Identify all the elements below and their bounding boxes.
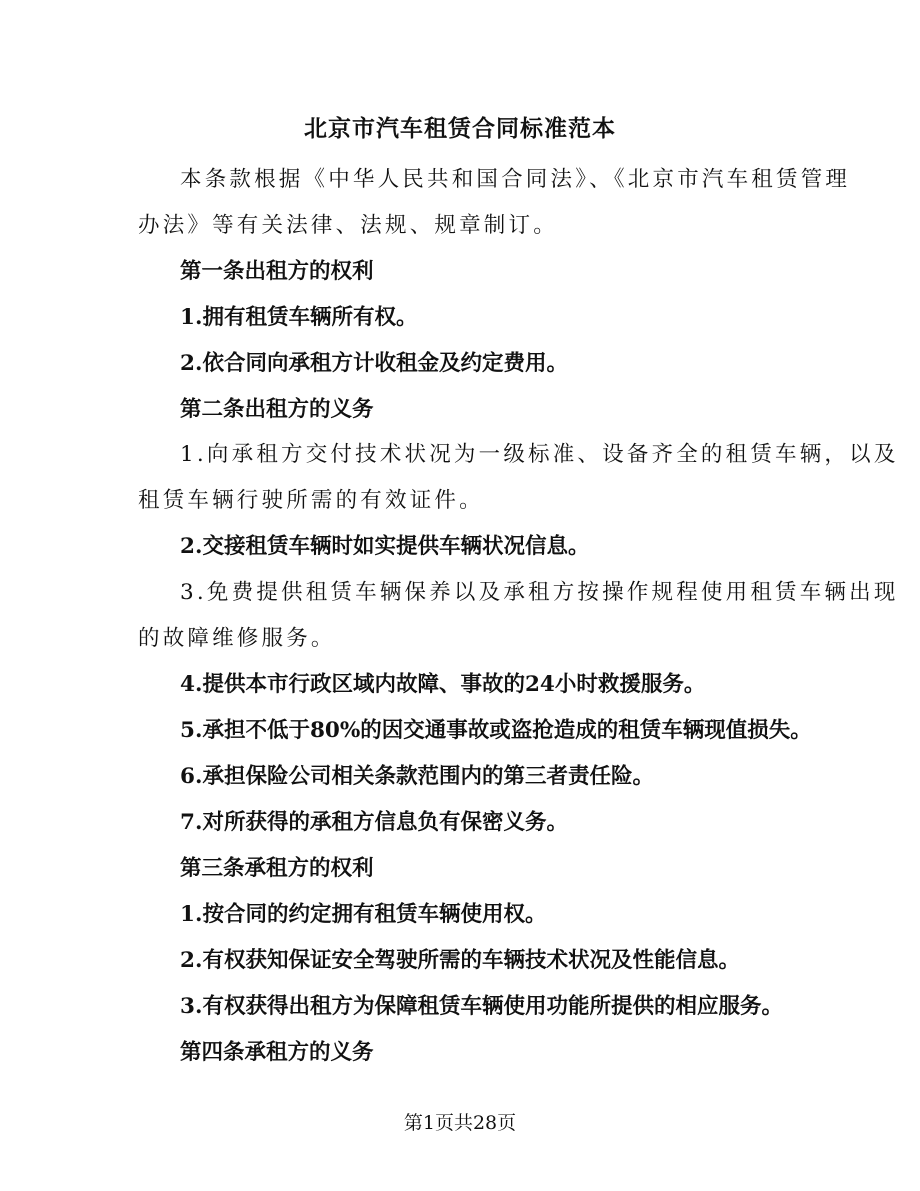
- section-2-item-7: 7.对所获得的承租方信息负有保密义务。: [180, 810, 568, 835]
- section-1-item-1: 1.拥有租赁车辆所有权。: [180, 305, 418, 330]
- intro-line-1: 本条款根据《中华人民共和国合同法》、《北京市汽车租赁管理: [180, 167, 851, 192]
- section-2-item-5: 5.承担不低于80%的因交通事故或盗抢造成的租赁车辆现值损失。: [180, 718, 812, 743]
- section-3-heading: 第三条承租方的权利: [180, 856, 374, 881]
- section-4-heading: 第四条承租方的义务: [180, 1040, 374, 1065]
- section-2-item-1-line-1: 1.向承租方交付技术状况为一级标准、设备齐全的租赁车辆，以及: [180, 442, 899, 467]
- section-2-item-3-line-1: 3.免费提供租赁车辆保养以及承租方按操作规程使用租赁车辆出现: [180, 580, 899, 605]
- section-2-item-1-line-2: 租赁车辆行驶所需的有效证件。: [138, 488, 484, 513]
- document-title: 北京市汽车租赁合同标准范本: [304, 115, 616, 142]
- section-3-item-1: 1.按合同的约定拥有租赁车辆使用权。: [180, 902, 547, 927]
- page-number: 第1页共28页: [403, 1112, 517, 1134]
- section-2-item-3-line-2: 的故障维修服务。: [138, 626, 336, 651]
- intro-line-2: 办法》等有关法律、法规、规章制订。: [138, 213, 558, 238]
- section-1-heading: 第一条出租方的权利: [180, 259, 374, 284]
- section-2-item-6: 6.承担保险公司相关条款范围内的第三者责任险。: [180, 764, 654, 789]
- section-2-item-4: 4.提供本市行政区域内故障、事故的24小时救援服务。: [180, 672, 706, 697]
- section-3-item-3: 3.有权获得出租方为保障租赁车辆使用功能所提供的相应服务。: [180, 994, 783, 1019]
- section-2-item-2: 2.交接租赁车辆时如实提供车辆状况信息。: [180, 534, 590, 559]
- section-1-item-2: 2.依合同向承租方计收租金及约定费用。: [180, 351, 568, 376]
- section-2-heading: 第二条出租方的义务: [180, 397, 374, 422]
- section-3-item-2: 2.有权获知保证安全驾驶所需的车辆技术状况及性能信息。: [180, 948, 740, 973]
